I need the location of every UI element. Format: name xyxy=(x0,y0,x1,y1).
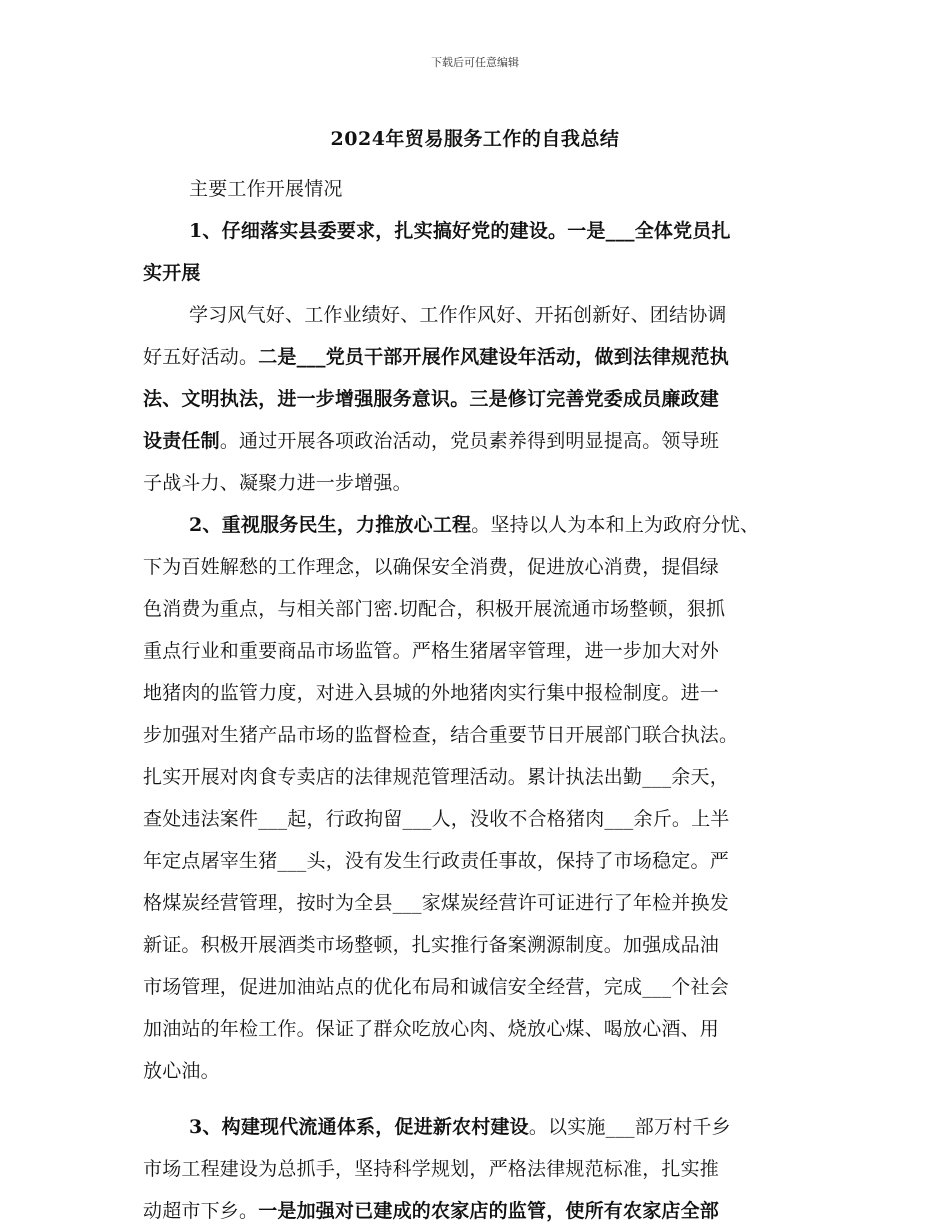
text-segment: 扎实开展对肉食专卖店的法律规范管理活动。累计执法出勤___余天， xyxy=(143,766,729,788)
text-line xyxy=(143,504,823,546)
text-line xyxy=(143,252,823,294)
text-segment: 重点行业和重要商品市场监管。严格生猪屠宰管理，进一步加大对外 xyxy=(143,640,720,662)
text-line xyxy=(143,1190,823,1232)
bold-text-segment: 实开展 xyxy=(143,262,201,284)
text-line xyxy=(143,882,823,924)
text-line xyxy=(143,966,823,1008)
bold-text-segment: 设责任制 xyxy=(143,430,220,452)
text-line xyxy=(143,588,823,630)
bold-text-segment: 2、重视服务民生，力推放心工程 xyxy=(189,514,472,536)
text-line xyxy=(143,756,823,798)
text-segment: 市场管理，促进加油站点的优化布局和诚信安全经营，完成___个社会 xyxy=(143,976,729,998)
text-line xyxy=(143,462,823,504)
text-segment: 新证。积极开展酒类市场整顿，扎实推行备案溯源制度。加强成品油 xyxy=(143,934,720,956)
document-title: 2024年贸易服务工作的自我总结 xyxy=(330,128,620,150)
page-header: 下载后可任意编辑 xyxy=(431,56,519,69)
bold-text-segment: 二是___党员干部开展作风建设年活动，做到法律规范执 xyxy=(258,346,729,368)
text-line xyxy=(143,546,823,588)
text-segment: 格煤炭经营管理，按时为全县___家煤炭经营许可证进行了年检并换发 xyxy=(143,892,729,914)
text-line xyxy=(143,1106,823,1148)
text-line xyxy=(143,294,823,336)
text-line xyxy=(143,798,823,840)
text-line xyxy=(143,378,823,420)
text-segment: 加油站的年检工作。保证了群众吃放心肉、烧放心煤、喝放心酒、用 xyxy=(143,1018,720,1040)
text-segment: 放心油。 xyxy=(143,1060,220,1082)
text-segment: 子战斗力、凝聚力进一步增强。 xyxy=(143,472,412,494)
text-line xyxy=(143,1008,823,1050)
text-segment: 好五好活动。 xyxy=(143,346,259,368)
text-segment: 。通过开展各项政治活动，党员素养得到明显提高。领导班 xyxy=(219,430,720,452)
document-body xyxy=(143,168,823,1232)
text-segment: 色消费为重点，与相关部门密.切配合，积极开展流通市场整顿，狠抓 xyxy=(143,598,726,620)
text-segment: 。坚持以人为本和上为政府分忧、 xyxy=(471,514,760,536)
text-line xyxy=(143,336,823,378)
bold-text-segment: 法、文明执法，进一步增强服务意识。三是修订完善党委成员廉政建 xyxy=(143,388,720,410)
text-line xyxy=(143,840,823,882)
text-segment: 查处违法案件___起，行政拘留___人，没收不合格猪肉___余斤。上半 xyxy=(143,808,730,830)
text-segment: 主要工作开展情况 xyxy=(189,178,343,200)
text-segment: 年定点屠宰生猪___头，没有发生行政责任事故，保持了市场稳定。严 xyxy=(143,850,729,872)
text-line xyxy=(143,672,823,714)
text-line xyxy=(143,1050,823,1092)
text-line xyxy=(143,630,823,672)
paragraph-gap xyxy=(143,1092,823,1106)
text-segment: 。以实施___部万村千乡 xyxy=(528,1116,731,1138)
bold-text-segment: 一是加强对已建成的农家店的监管，使所有农家店全部 xyxy=(258,1200,720,1222)
text-line xyxy=(143,924,823,966)
text-segment: 市场工程建设为总抓手，坚持科学规划，严格法律规范标准，扎实推 xyxy=(143,1158,720,1180)
bold-text-segment: 3、构建现代流通体系，促进新农村建设 xyxy=(189,1116,529,1138)
bold-text-segment: 1、仔细落实县委要求，扎实搞好党的建设。一是___全体党员扎 xyxy=(189,220,731,242)
text-line xyxy=(143,210,823,252)
text-segment: 地猪肉的监管力度，对进入县城的外地猪肉实行集中报检制度。进一 xyxy=(143,682,720,704)
text-segment: 下为百姓解愁的工作理念，以确保安全消费，促进放心消费，提倡绿 xyxy=(143,556,720,578)
text-line xyxy=(143,420,823,462)
text-line xyxy=(143,1148,823,1190)
text-line xyxy=(143,168,823,210)
text-segment: 学习风气好、工作业绩好、工作作风好、开拓创新好、团结协调 xyxy=(189,304,727,326)
text-segment: 动超市下乡。 xyxy=(143,1200,259,1222)
text-segment: 步加强对生猪产品市场的监督检查，结合重要节日开展部门联合执法。 xyxy=(143,724,739,746)
text-line xyxy=(143,714,823,756)
